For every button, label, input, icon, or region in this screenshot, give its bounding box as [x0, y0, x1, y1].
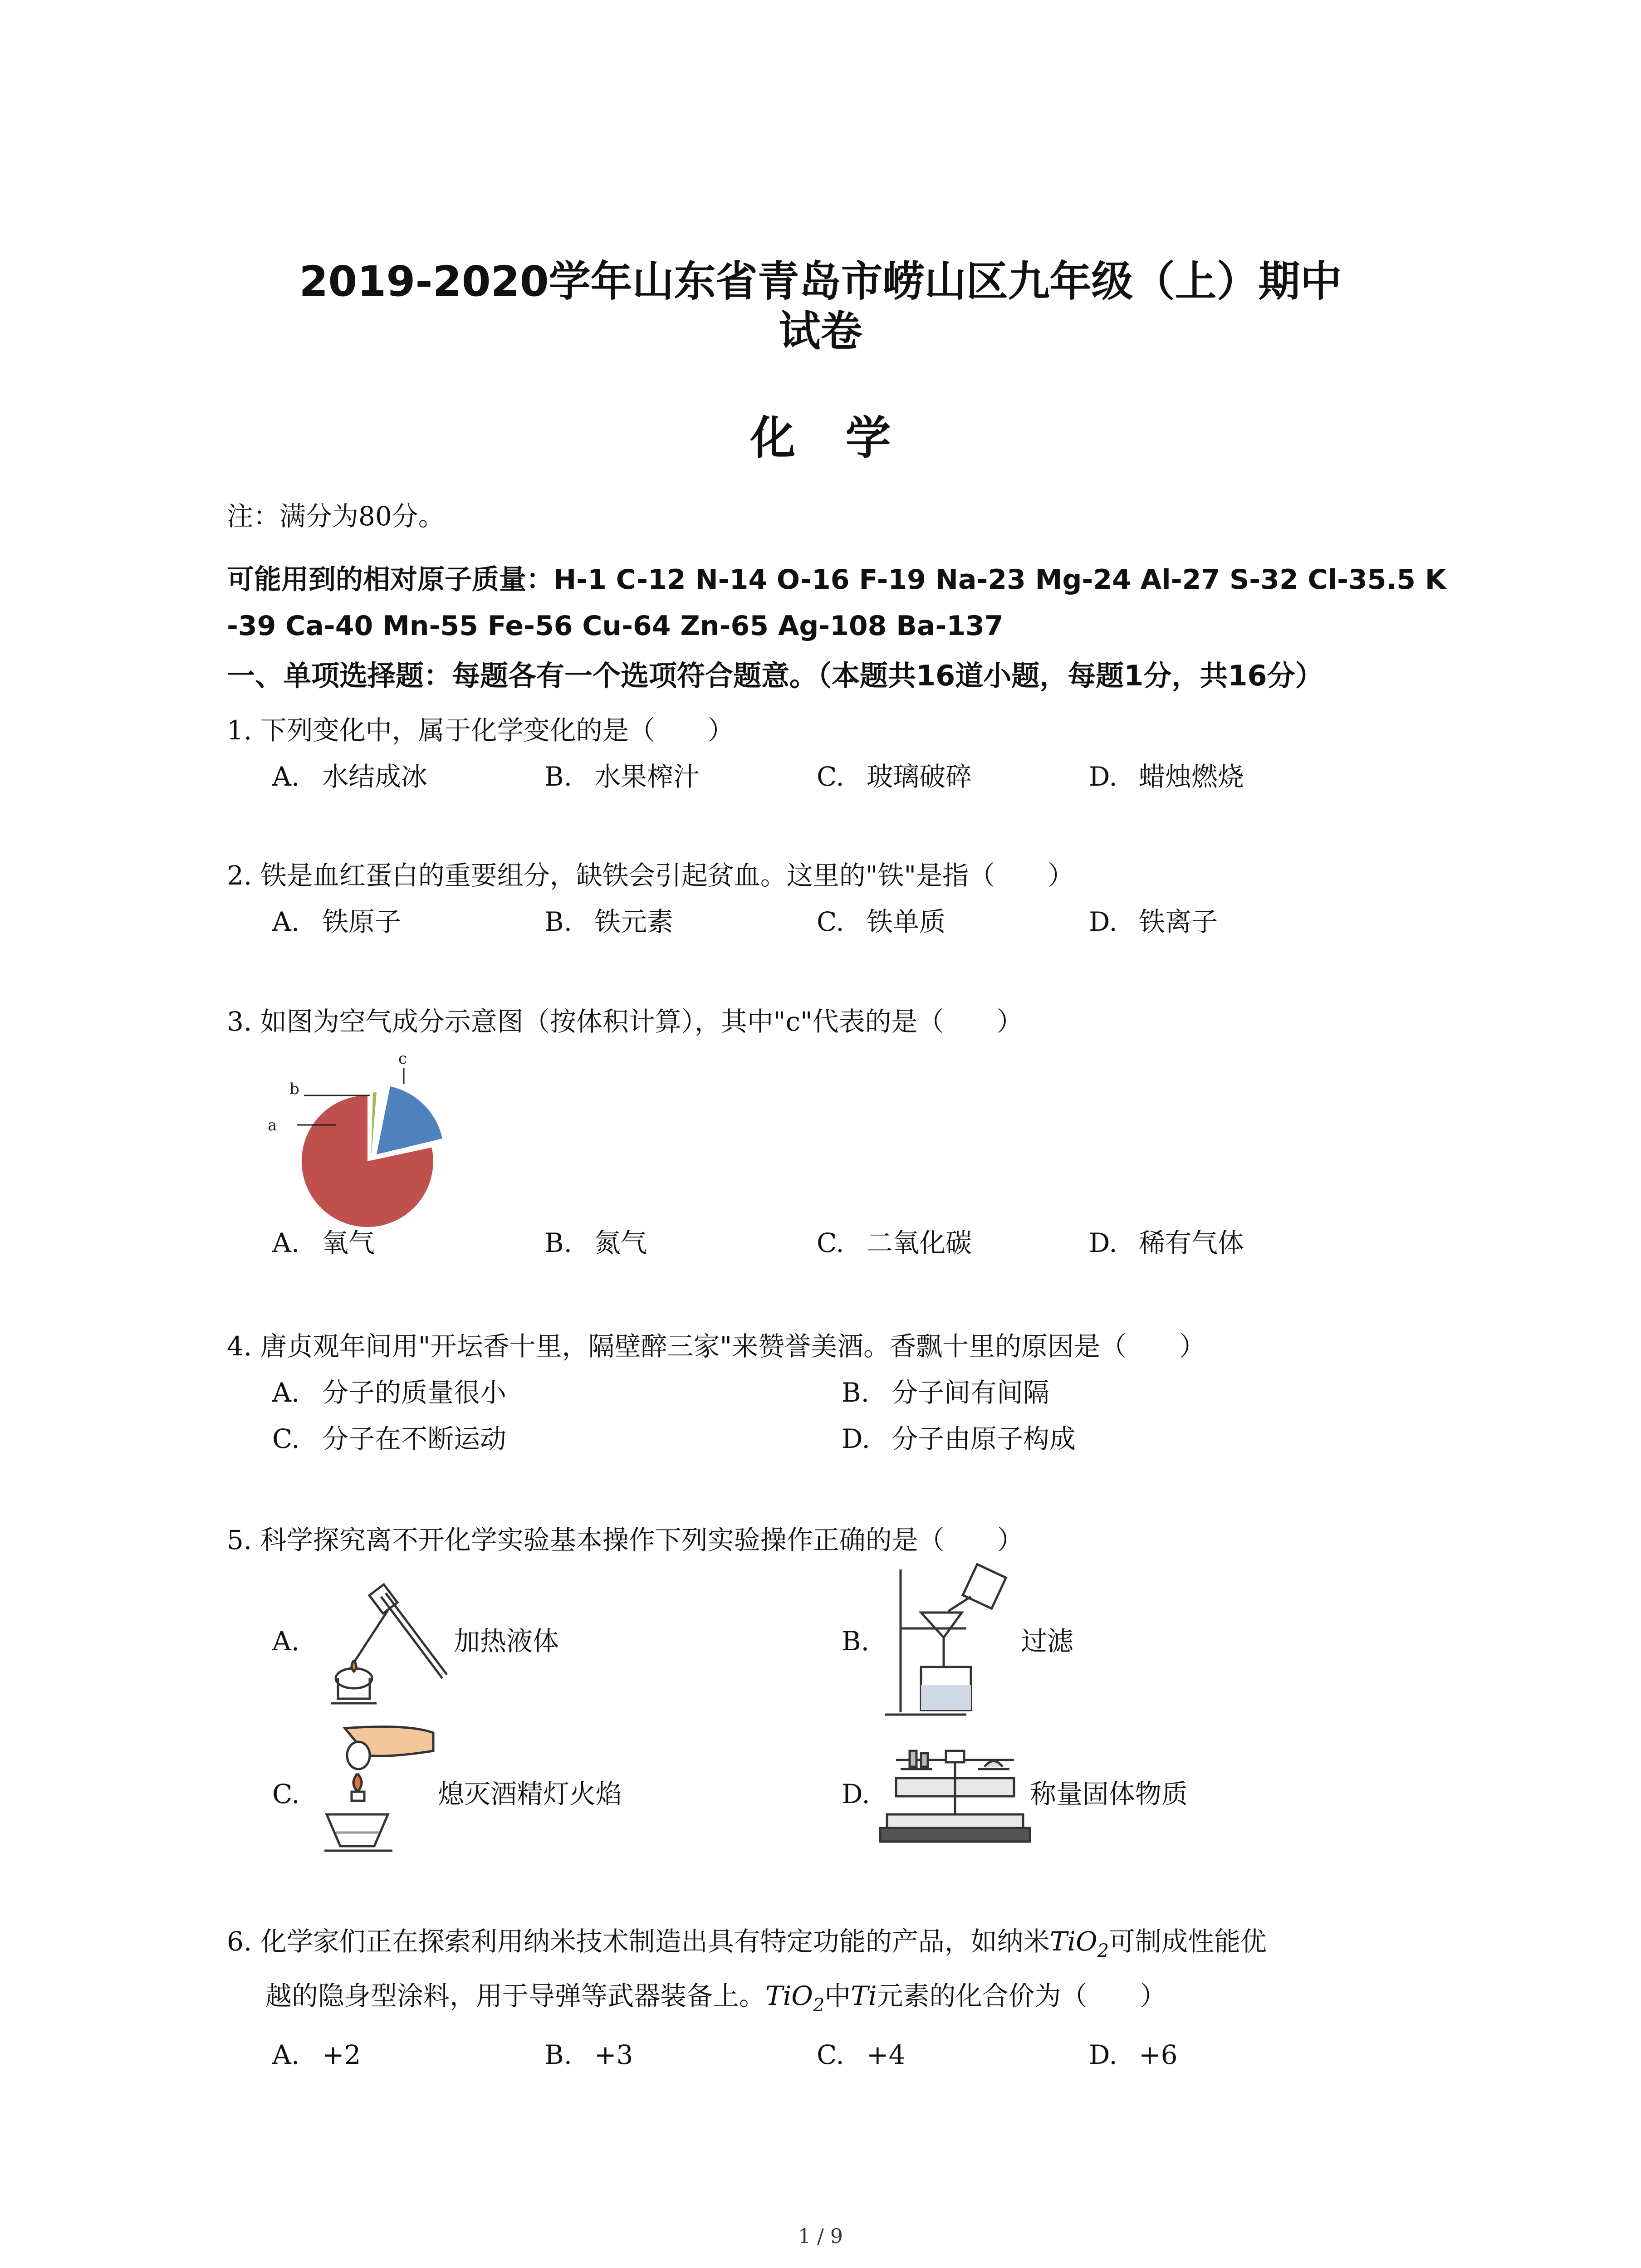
q6-option-d[interactable] [1089, 2037, 1178, 2073]
q5-option-b-text: 过滤 [1021, 1626, 1074, 1657]
q6-option-a[interactable] [272, 2037, 361, 2073]
option-text: 水果榨汁 [594, 761, 700, 792]
stem-text: 越的隐身型涂料，用于导弹等武器装备上。 [265, 1980, 766, 2011]
q2-option-b[interactable] [544, 904, 673, 940]
balance-scale-icon [878, 1742, 1032, 1855]
option-text: 氮气 [594, 1227, 647, 1258]
option-letter: D. [1089, 761, 1117, 792]
option-text: 稀有气体 [1139, 1227, 1244, 1258]
page-title-line1: 2019-2020学年山东省青岛市崂山区九年级（上）期中 [299, 257, 1342, 306]
formula-tio2 [765, 1980, 825, 2016]
option-text: 分子在不断运动 [322, 1423, 507, 1454]
subject-heading: 化学 [750, 411, 941, 464]
stem-text: 可制成性能优 [1109, 1926, 1267, 1957]
option-letter: B. [544, 1227, 573, 1258]
option-letter: D. [842, 1423, 870, 1454]
option-letter: B. [544, 761, 573, 792]
q3-option-a[interactable] [272, 1225, 375, 1261]
q4-option-b[interactable] [842, 1374, 1049, 1411]
option-letter: A. [272, 906, 300, 937]
q2-option-d[interactable] [1089, 904, 1218, 940]
question-3-stem: 3. 如图为空气成分示意图（按体积计算），其中"c"代表的是（ ） [227, 1006, 1023, 1037]
q5-option-a-text: 加热液体 [454, 1626, 559, 1657]
option-letter: C. [817, 761, 844, 792]
option-text: 分子由原子构成 [892, 1423, 1076, 1454]
option-letter: A. [272, 2039, 300, 2070]
q6-option-c[interactable] [817, 2037, 906, 2073]
q2-option-c[interactable] [817, 904, 945, 940]
q3-option-d[interactable] [1089, 1225, 1244, 1261]
q5-option-d-text: 称量固体物质 [1030, 1779, 1188, 1809]
option-letter: D. [1089, 906, 1117, 937]
q1-option-c[interactable] [817, 758, 972, 795]
option-text: 分子间有间隔 [892, 1377, 1050, 1408]
option-letter: B. [544, 2039, 573, 2070]
option-letter: C. [817, 906, 844, 937]
option-text: +6 [1139, 2039, 1178, 2070]
option-text: 分子的质量很小 [322, 1377, 507, 1408]
section-heading: 一、单项选择题：每题各有一个选项符合题意。（本题共16道小题，每题1分，共16分） [227, 659, 1323, 692]
pie-label-c: c [398, 1050, 407, 1068]
question-6-stem-line2 [265, 1978, 1166, 2024]
atomic-masses-line1: 可能用到的相对原子质量：H-1 C-12 N-14 O-16 F-19 Na-23 Mg-24 Al-27 S-32 Cl-35.5 K [227, 564, 1446, 596]
formula-main: TiO [765, 1980, 813, 2011]
page-number: 1 / 9 [798, 2225, 843, 2248]
formula-subscript: 2 [813, 1995, 825, 2016]
score-note: 注：满分为80分。 [227, 501, 445, 532]
option-text: 氧气 [322, 1227, 375, 1258]
stem-text: 元素的化合价为（ ） [877, 1980, 1166, 2011]
heating-liquid-icon [318, 1583, 454, 1715]
option-text: 铁离子 [1139, 906, 1218, 937]
q3-option-b[interactable] [544, 1225, 647, 1261]
option-letter: C. [817, 2039, 844, 2070]
formula-main: TiO [1049, 1926, 1097, 1957]
formula-tio2 [1049, 1926, 1109, 1961]
alcohol-lamp-icon [318, 1724, 440, 1860]
q5-option-b-letter[interactable]: B. [842, 1626, 870, 1657]
q5-option-c-text: 熄灭酒精灯火焰 [438, 1779, 622, 1809]
question-1-stem: 1. 下列变化中，属于化学变化的是（ ） [227, 715, 734, 746]
q2-option-a[interactable] [272, 904, 401, 940]
stem-text: 6. 化学家们正在探索利用纳米技术制造出具有特定功能的产品，如纳米 [227, 1926, 1050, 1957]
pie-slice-c [377, 1086, 442, 1154]
element-ti: Ti [851, 1980, 877, 2011]
q4-option-c[interactable] [272, 1421, 506, 1457]
formula-subscript: 2 [1097, 1941, 1109, 1961]
option-text: 二氧化碳 [867, 1227, 972, 1258]
q6-option-b[interactable] [544, 2037, 633, 2073]
stem-text: 中 [824, 1980, 851, 2011]
option-letter: C. [272, 1423, 300, 1454]
q1-option-b[interactable] [544, 758, 700, 795]
filtration-icon [876, 1560, 1021, 1728]
page-title-line2: 试卷 [779, 307, 862, 356]
option-letter: D. [1089, 1227, 1117, 1258]
q5-option-c-letter[interactable]: C. [272, 1779, 300, 1809]
pie-label-a: a [268, 1116, 277, 1134]
q5-option-d-letter[interactable]: D. [842, 1779, 870, 1809]
pie-slice-b [371, 1092, 377, 1158]
option-letter: B. [842, 1377, 870, 1408]
option-letter: C. [817, 1227, 844, 1258]
option-letter: D. [1089, 2039, 1117, 2070]
q1-option-d[interactable] [1089, 758, 1244, 795]
option-text: +3 [594, 2039, 633, 2070]
option-text: 铁单质 [867, 906, 946, 937]
option-letter: B. [544, 906, 573, 937]
question-2-stem: 2. 铁是血红蛋白的重要组分，缺铁会引起贫血。这里的"铁"是指（ ） [227, 860, 1074, 891]
q4-option-a[interactable] [272, 1374, 506, 1411]
q1-option-a[interactable] [272, 758, 427, 795]
q4-option-d[interactable] [842, 1421, 1076, 1457]
pie-label-b: b [289, 1080, 299, 1098]
question-6-stem-line1 [227, 1923, 1267, 1969]
option-text: 蜡烛燃烧 [1139, 761, 1244, 792]
question-5-stem: 5. 科学探究离不开化学实验基本操作下列实验操作正确的是（ ） [227, 1525, 1024, 1555]
option-text: +4 [867, 2039, 906, 2070]
option-text: 铁元素 [594, 906, 674, 937]
air-composition-pie-figure [254, 1043, 472, 1234]
option-text: 玻璃破碎 [867, 761, 972, 792]
option-letter: A. [272, 1227, 300, 1258]
option-text: 水结成冰 [322, 761, 428, 792]
option-text: +2 [322, 2039, 361, 2070]
option-letter: A. [272, 761, 300, 792]
q5-option-a-letter[interactable]: A. [272, 1626, 300, 1657]
q3-option-c[interactable] [817, 1225, 972, 1261]
atomic-masses-line2: -39 Ca-40 Mn-55 Fe-56 Cu-64 Zn-65 Ag-108 Ba-137 [227, 610, 1004, 642]
option-letter: A. [272, 1377, 300, 1408]
question-4-stem: 4. 唐贞观年间用"开坛香十里，隔壁醉三家"来赞誉美酒。香飘十里的原因是（ ） [227, 1331, 1206, 1362]
option-text: 铁原子 [322, 906, 402, 937]
